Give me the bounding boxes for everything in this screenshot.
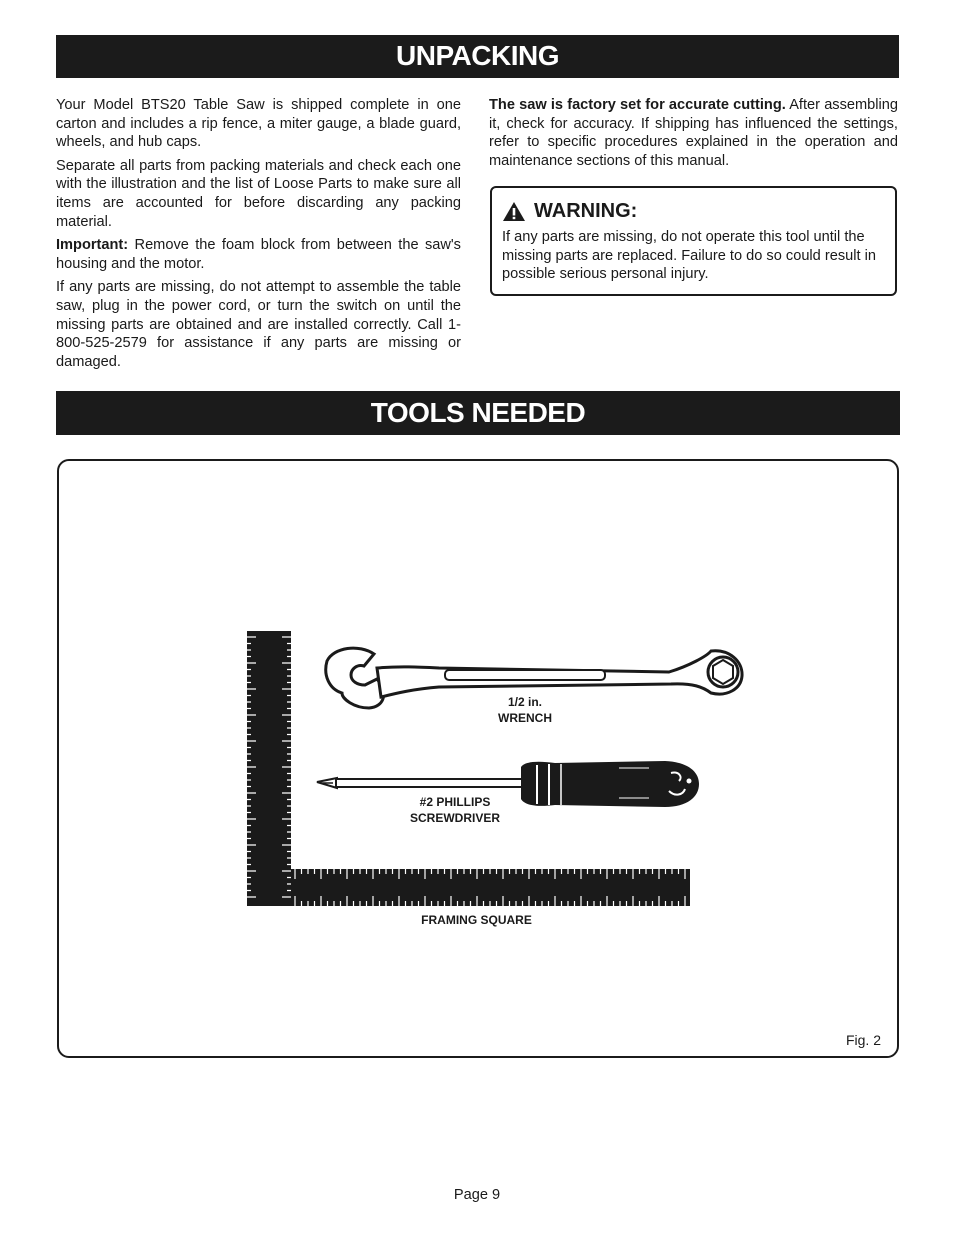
important-label: Important:: [56, 237, 129, 254]
paragraph-important: [56, 236, 461, 273]
warning-box: [490, 186, 897, 296]
tools-needed-title: TOOLS NEEDED: [370, 397, 586, 428]
wrench-name: WRENCH: [498, 711, 552, 725]
warning-heading: WARNING:: [534, 200, 638, 222]
figure-2-box: [57, 459, 899, 1058]
tools-needed-banner: [56, 391, 900, 435]
paragraph-separate: Separate all parts from packing materials and check each one with the illustration and the list of Loose Parts to make sure all items are accounted for before discarding any packing material.: [56, 157, 461, 230]
warning-header: [502, 200, 637, 223]
unpacking-right-column: [489, 96, 898, 175]
warning-text: If any parts are missing, do not operate this tool until the missing parts are replaced. Failure to do so could result in possible serious personal injury.: [502, 229, 876, 283]
figure-label: Fig. 2: [845, 1032, 881, 1048]
tools-illustration: [59, 461, 897, 1056]
wrench-label: [475, 694, 575, 726]
screwdriver-size: #2 PHILLIPS: [419, 795, 491, 809]
unpacking-title: UNPACKING: [396, 40, 559, 71]
unpacking-left-column: [56, 96, 461, 376]
framing-square-label: FRAMING SQUARE: [421, 913, 532, 927]
unpacking-banner: [56, 35, 899, 78]
important-text: Remove the foam block from between the saw's housing and the motor.: [56, 237, 461, 272]
screwdriver-name: SCREWDRIVER: [409, 811, 500, 825]
paragraph-shipped: Your Model BTS20 Table Saw is shipped complete in one carton and includes a rip fence, a miter gauge, a blade guard, wheels, and hub caps.: [56, 97, 461, 151]
wrench-size: 1/2 in.: [507, 695, 542, 709]
page-number: Page 9: [453, 1187, 501, 1203]
screwdriver-label: [395, 794, 515, 826]
warning-triangle-icon: [502, 201, 526, 222]
paragraph-missing: If any parts are missing, do not attempt to assemble the table saw, plug in the power cord, or turn the switch on until the missing parts are obtained and are installed correctly. Call 1-800-525-2579 for assistance if any parts are missing or damaged.: [56, 279, 461, 370]
factory-set-bold: The saw is factory set for accurate cutting.: [489, 97, 786, 113]
factory-set-text: After assembling it, check for accuracy. If shipping has influenced the settings, refer to specific procedures explained in the operation and maintenance sections of this manual.: [489, 97, 899, 169]
paragraph-factory-set: [489, 96, 898, 170]
